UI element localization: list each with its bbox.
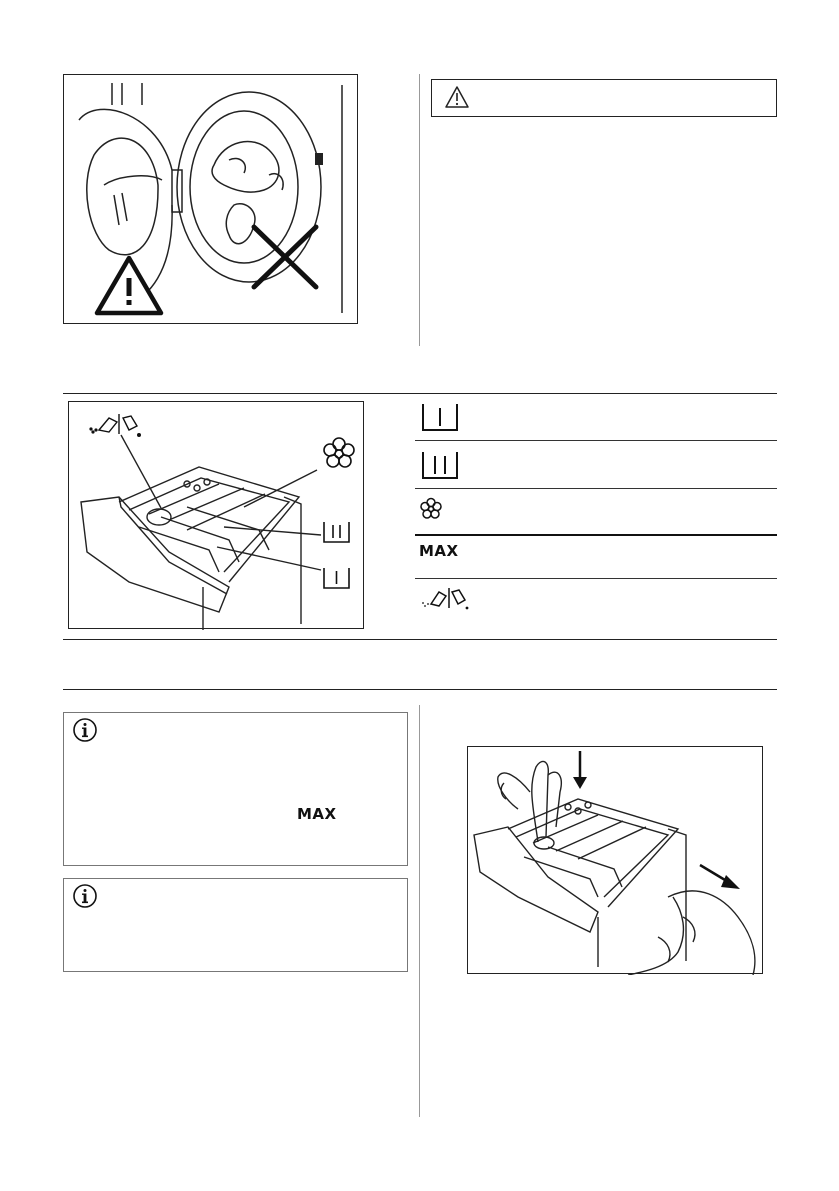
warning-box xyxy=(431,79,777,117)
fabric-softener-flower-icon xyxy=(324,438,354,467)
info-circle-icon xyxy=(72,717,98,743)
pull-out-arrow-icon xyxy=(700,865,740,889)
legend-row-softener xyxy=(415,489,777,534)
drawer-removal-drawing xyxy=(468,747,764,975)
section-divider xyxy=(63,639,777,640)
max-level-label: MAX xyxy=(419,542,459,560)
info-box-1 xyxy=(63,712,408,866)
push-down-arrow-icon xyxy=(573,751,587,789)
main-wash-compartment-icon xyxy=(324,522,349,542)
section-divider xyxy=(63,689,777,690)
warning-triangle-icon xyxy=(97,258,161,313)
main-wash-icon xyxy=(419,446,463,486)
info-circle-icon xyxy=(72,883,98,909)
liquid-powder-icon xyxy=(419,584,479,614)
softener-flower-icon xyxy=(417,495,445,523)
max-level-label: MAX xyxy=(297,805,337,823)
warning-icon xyxy=(442,83,472,113)
door-warning-illustration xyxy=(63,74,358,324)
liquid-powder-flap-icon xyxy=(90,414,140,436)
dispenser-drawing xyxy=(69,402,365,630)
prewash-compartment-icon xyxy=(324,568,349,588)
info-box-2 xyxy=(63,878,408,972)
prewash-icon xyxy=(419,398,463,438)
section-divider xyxy=(63,393,777,394)
column-divider xyxy=(419,74,420,346)
detergent-dispenser-illustration xyxy=(68,401,364,629)
door-drawing xyxy=(64,75,359,325)
legend-row-prewash xyxy=(415,396,777,440)
column-divider xyxy=(419,705,420,1117)
legend-row-flap xyxy=(415,579,777,624)
legend-row-max xyxy=(415,536,777,578)
drawer-removal-illustration xyxy=(467,746,763,974)
legend-row-main-wash xyxy=(415,441,777,488)
